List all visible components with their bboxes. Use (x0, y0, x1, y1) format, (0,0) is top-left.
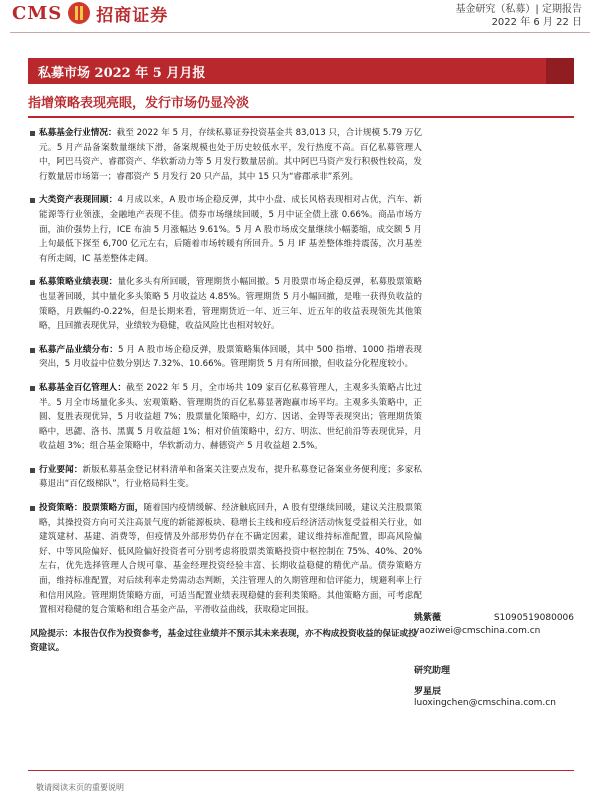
summary-item-text (39, 381, 422, 454)
logo-text-cn: 招商证券 (96, 5, 169, 26)
summary-item-body: 截至 2022 年 5 月，全市场共 109 家百亿私募管理人，主观多头策略占比过半。5 月全市场量化多头、宏观策略、管理期货的百亿私募显著跑赢市场平均。主观多头策略中，正圆、复胜表现优异，5 月收益超 7%；股票量化策略中，幻方、因诺、金锝等表现突出；管理期货策略中，思勰、洛书、黑翼 5 月收益超 1%；相对价值策略中，幻方、明汯、世纪前沿等表现优异，月收益超 3%；组合基金策略中，华软新动力、赫德资产 5 月收益超 2.5%。 (39, 382, 422, 452)
summary-item (30, 126, 422, 184)
summary-item-text (39, 501, 422, 618)
summary-item (30, 275, 422, 333)
subtitle-divider (28, 116, 574, 118)
page-header (0, 0, 600, 38)
bullet-icon (30, 280, 35, 285)
summary-content (30, 126, 422, 656)
assistant-email: luoxingchen@cmschina.com.cn (414, 698, 556, 708)
title-banner (28, 58, 574, 84)
risk-note: 风险提示：本报告仅作为投资参考，基金过往业绩并不预示其未来表现，亦不构成投资收益的保证或投资建议。 (30, 628, 417, 654)
summary-item-text (39, 463, 422, 492)
logo-mark-icon (68, 2, 90, 24)
summary-item-text (39, 343, 422, 372)
bullet-icon (30, 198, 35, 203)
summary-item (30, 193, 422, 266)
banner-accent (546, 58, 574, 84)
bullet-icon (30, 468, 35, 473)
summary-item-body: 4 月成以来，A 股市场企稳反弹，其中小盘、成长风格表现相对占优，汽车、新能源等行业领涨，金融地产表现不佳。债券市场继续回暖，5 月中证全债上涨 0.66%。商品市场方面，油价强势上行，ICE 布油 5 月涨幅达 9.61%。5 月 A 股市场成交量继续小幅萎缩，成交额 5 月上旬最低下探至 6,700 亿元左右，后随着市场转暖有所回升。5 月 IF 基差整体维持震荡，次月基差有所走阔，IC 基差整体走阔。 (39, 195, 422, 264)
footer-divider (28, 770, 574, 771)
summary-item-body: 量化多头有所回暖，管理期货小幅回撤。5 月股票市场企稳反弹，私募股票策略也显著回暖，其中量化多头策略 5 月收益达 4.85%。管理期货 5 月小幅回撤，是唯一获得负收益的策略，月跌幅约-0.22%，但是长期来看，管理期货近一年、近三年、近五年的收益表现领先其他策略，且回撤表现优异，业绩较为稳健，收益风险比也相对较好。 (39, 277, 422, 332)
summary-item-body: 截至 2022 年 5 月，存续私募证券投资基金共 83,013 只，合计规模 5.79 万亿元。5 月产品备案数量继续下滑，备案规模也处于历史较低水平，发行热度不高。百亿私募管理人中，阿巴马资产、睿郡资产、华软新动力等 5 月发行数量居前。其中阿巴马资产发行积极性较高，发行数量居市场第一；睿郡资产 5 月发行 20 只产品，其中 15 只为“睿郡承非”系列。 (39, 128, 422, 182)
summary-item-label: 私募基金行业情况： (39, 128, 117, 138)
summary-item-label: 私募产品业绩分布： (39, 344, 119, 355)
summary-item-text (39, 193, 422, 266)
bullet-icon (30, 386, 35, 391)
summary-item-label: 大类资产表现回顾： (39, 195, 118, 206)
bullet-icon (30, 131, 35, 136)
summary-item-body: 新版私募基金登记材料清单和备案关注要点发布，提升私募登记备案业务便利度；多家私募退出“百亿级梯队”，行业格局料生变。 (39, 464, 422, 490)
header-divider (10, 32, 590, 33)
analyst-row (414, 612, 574, 624)
report-title: 私募市场 2022 年 5 月月报 (38, 65, 206, 81)
summary-item-body: 5 月 A 股市场企稳反弹，股票策略集体回暖，其中 500 指增、1000 指增表现突出，5 月收益中位数分别达 7.32%、10.66%。管理期货 5 月有所回撤，但收益分化程度较小。 (39, 344, 422, 370)
summary-item-label: 投资策略：股票策略方面， (39, 503, 144, 514)
analyst-sidebar (414, 612, 574, 708)
summary-item (30, 463, 422, 492)
summary-item-label: 行业要闻： (39, 464, 83, 475)
analyst-info (414, 612, 574, 637)
summary-item-text (39, 275, 422, 333)
logo-text-en: CMS (12, 2, 63, 24)
report-type: 基金研究（私募）| 定期报告 (455, 4, 582, 15)
report-subtitle: 指增策略表现亮眼，发行市场仍显冷淡 (28, 96, 250, 111)
bullet-icon (30, 506, 35, 511)
summary-item (30, 381, 422, 454)
analyst-license: S1090519080006 (493, 613, 574, 623)
footer-text: 敬请阅读末页的重要说明 (36, 783, 124, 792)
analyst-name: 姚紫薇 (414, 613, 442, 623)
summary-item-label: 私募策略业绩表现： (39, 277, 118, 288)
summary-item-label: 私募基金百亿管理人： (39, 382, 127, 393)
assistant-title: 研究助理 (414, 666, 451, 676)
summary-item (30, 501, 422, 618)
analyst-email: yaoziwei@cmschina.com.cn (414, 626, 541, 636)
assistant-name: 罗星辰 (414, 687, 442, 697)
bullet-icon (30, 348, 35, 353)
cms-logo (12, 0, 168, 26)
summary-item-text (39, 126, 422, 184)
summary-item-body: 随着国内疫情缓解、经济触底回升，A 股有望继续回暖，建议关注股票策略，其操投资方向可关注高景气度的新能源板块、稳增长主线和疫后经济活动恢复受益相关行业，如建筑建材、基建、消费等，但疫情及外部形势仍存在不确定因素，建议维持标准配置，即高风险偏好、中等风险偏好、低风险偏好投资者可分别考虑将股票类策略投资中枢控制在 75%、40%、20% 左右，优先选择管理人合规可靠、基金经理投资经验丰富、长期收益稳健的精优产品。债券策略方面，维持标准配置，对后续利率走势需动态判断，关注管理人的久期管理和信评能力，规避利率上行和信用风险。管理期货策略方面，可适当配置业绩表现稳健的套利类策略。其他策略方面，可考虑配置相对稳健的复合策略和组合基金产品，平滑收益曲线，获取稳定回报。 (39, 503, 422, 616)
report-date: 2022 年 6 月 22 日 (491, 17, 582, 28)
summary-item (30, 343, 422, 372)
